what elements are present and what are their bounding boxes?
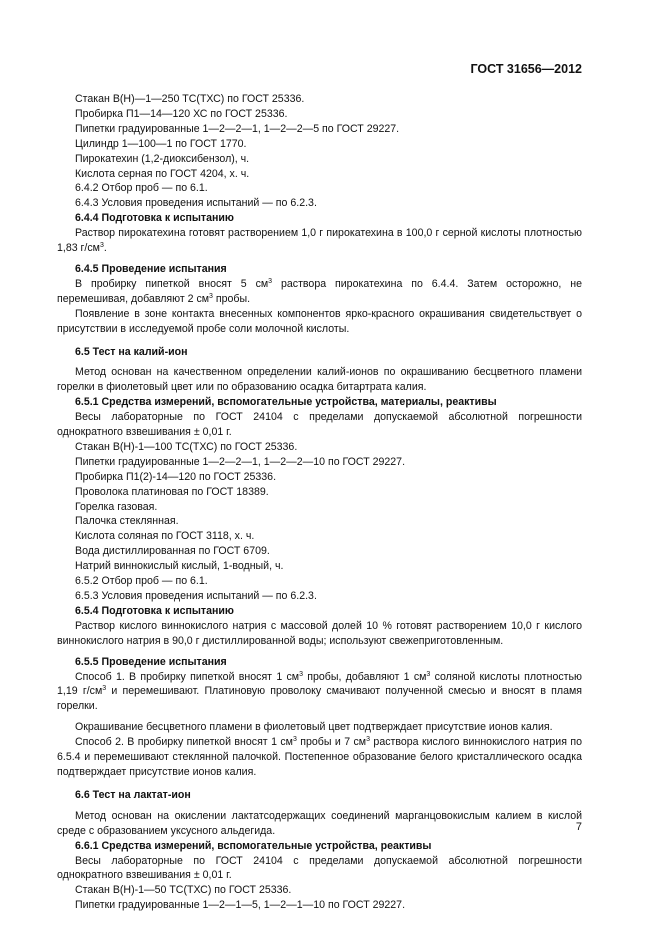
section-heading-6-5-4: 6.5.4 Подготовка к испытанию — [75, 604, 234, 617]
section-heading-6-5: 6.5 Тест на калий-ион — [75, 345, 188, 358]
paragraph-6-4-5: В пробирку пипеткой вносят 5 $см^3$ раствора пирокатехина по 6.4.4. Затем осторожно, не перемешивая, добавляют 2 $см^3$ пробы. — [57, 277, 583, 305]
reagent-line: Кислота серная по ГОСТ 4204, х. ч. — [75, 167, 250, 180]
paragraph: Метод основан на окислении лактатсодержащих соединений марганцовокислым калием в кислой среде с образованием уксусного альдегида. — [57, 809, 582, 837]
section-heading-6-6: 6.6 Тест на лактат-ион — [75, 788, 191, 801]
equipment-line: Пробирка П1—14—120 ХС по ГОСТ 25336. — [75, 107, 288, 120]
page-number: 7 — [575, 821, 582, 833]
reagent-line: Кислота соляная по ГОСТ 3118, х. ч. — [75, 530, 255, 543]
section-heading-6-5-5: 6.5.5 Проведение испытания — [75, 655, 227, 668]
paragraph: Весы лабораторные по ГОСТ 24104 с пределами допускаемой абсолютной погрешности однократного взвешивания ± 0,01 г. — [57, 411, 582, 439]
section-heading-6-6-1: 6.6.1 Средства измерений, вспомогательные устройства, реактивы — [75, 839, 432, 852]
paragraph-method-1: Способ 1. В пробирку пипеткой вносят 1 $см^3$ пробы, добавляют 1 $см^3$ соляной кислоты плотностью 1,19 $г/см^3$ и перемешивают. Платиновую проволоку смачивают полученной смесью и вносят в пламя горелки. — [57, 670, 582, 713]
paragraph: Весы лабораторные по ГОСТ 24104 с пределами допускаемой абсолютной погрешности однократного взвешивания ± 0,01 г. — [57, 854, 582, 882]
document-body — [57, 92, 582, 913]
section-heading-6-4-5: 6.4.5 Проведение испытания — [75, 262, 227, 275]
reagent-line: Натрий виннокислый кислый, 1-водный, ч. — [75, 560, 284, 573]
paragraph-6-4-4: Раствор пирокатехина готовят растворением 1,0 г пирокатехина в 100,0 г серной кислоты плотностью 1,83 $г/см^3$. — [57, 227, 582, 255]
equipment-line: Пробирка П1(2)-14—120 по ГОСТ 25336. — [75, 470, 277, 483]
document-code: ГОСТ 31656—2012 — [470, 62, 582, 76]
clause-line: 6.5.2 Отбор проб — по 6.1. — [75, 575, 208, 588]
equipment-line: Пипетки градуированные 1—2—2—1, 1—2—2—5 по ГОСТ 29227. — [75, 122, 400, 135]
equipment-line: Палочка стеклянная. — [75, 515, 179, 528]
equipment-line: Горелка газовая. — [75, 500, 158, 513]
equipment-line: Стакан В(Н)-1—50 ТС(ТХС) по ГОСТ 25336. — [75, 884, 292, 897]
equipment-line: Пипетки градуированные 1—2—1—5, 1—2—1—10 по ГОСТ 29227. — [75, 899, 406, 912]
equipment-line: Пипетки градуированные 1—2—2—1, 1—2—2—10 по ГОСТ 29227. — [75, 455, 406, 468]
section-heading-6-4-4: 6.4.4 Подготовка к испытанию — [75, 212, 234, 225]
clause-line: 6.5.3 Условия проведения испытаний — по 6.2.3. — [75, 590, 317, 602]
section-heading-6-5-1: 6.5.1 Средства измерений, вспомогательные устройства, материалы, реактивы — [75, 396, 497, 409]
paragraph: Раствор кислого виннокислого натрия с массовой долей 10 % готовят растворением 10,0 г кислого виннокислого натрия в 90,0 г дистиллированной воды; используют свежеприготовленным. — [57, 619, 582, 647]
paragraph: Метод основан на качественном определении калий-ионов по окрашиванию бесцветного пламени горелки в фиолетовый цвет или по образованию осадка битартрата калия. — [57, 366, 582, 394]
equipment-line: Проволока платиновая по ГОСТ 18389. — [75, 485, 269, 498]
equipment-line: Стакан В(Н)—1—250 ТС(ТХС) по ГОСТ 25336. — [75, 93, 305, 105]
paragraph: Появление в зоне контакта внесенных компонентов ярко-красного окрашивания свидетельствует о присутствии в исследуемой пробе соли молочной кислоты. — [57, 307, 582, 335]
equipment-line: Цилиндр 1—100—1 по ГОСТ 1770. — [75, 137, 247, 150]
equipment-line: Стакан В(Н)-1—100 ТС(ТХС) по ГОСТ 25336. — [75, 440, 298, 453]
paragraph-method-2: Способ 2. В пробирку пипеткой вносят 1 $см^3$ пробы и 7 $см^3$ раствора кислого виннокислого натрия по 6.5.4 и перемешивают стеклянной палочкой. Постепенное образование белого кристаллического осадка подтверждает присутствие ионов калия. — [57, 736, 582, 778]
reagent-line: Пирокатехин (1,2-диоксибензол), ч. — [75, 152, 250, 165]
clause-line: 6.4.3 Условия проведения испытаний — по 6.2.3. — [75, 197, 317, 210]
paragraph: Окрашивание бесцветного пламени в фиолетовый цвет подтверждает присутствие ионов калия. — [75, 721, 553, 734]
clause-line: 6.4.2 Отбор проб — по 6.1. — [75, 182, 208, 195]
reagent-line: Вода дистиллированная по ГОСТ 6709. — [75, 545, 270, 558]
